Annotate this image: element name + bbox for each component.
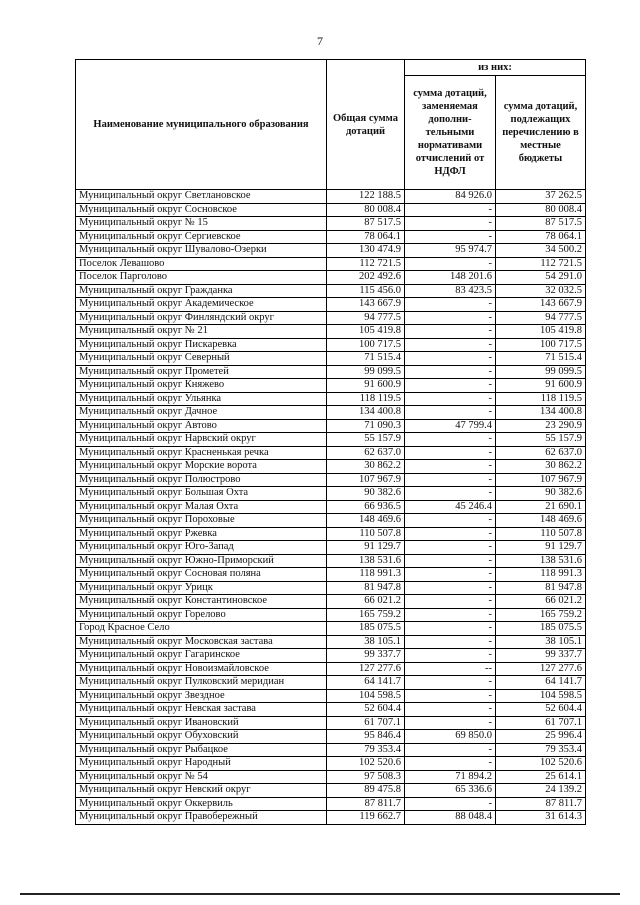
row-transfer: 112 721.5	[496, 257, 586, 271]
row-replaced: -	[405, 797, 496, 811]
row-total: 130 474.9	[327, 244, 405, 258]
row-name: Муниципальный округ Княжево	[76, 379, 327, 393]
row-name: Муниципальный округ Ивановский	[76, 716, 327, 730]
row-replaced: 83 423.5	[405, 284, 496, 298]
row-transfer: 64 141.7	[496, 676, 586, 690]
row-transfer: 23 290.9	[496, 419, 586, 433]
row-name: Муниципальный округ Московская застава	[76, 635, 327, 649]
row-transfer: 185 075.5	[496, 622, 586, 636]
row-transfer: 79 353.4	[496, 743, 586, 757]
row-total: 99 337.7	[327, 649, 405, 663]
row-total: 81 947.8	[327, 581, 405, 595]
table-row	[76, 527, 586, 541]
row-name: Муниципальный округ Урицк	[76, 581, 327, 595]
row-replaced: -	[405, 460, 496, 474]
table-row	[76, 433, 586, 447]
header-of-which: из них:	[405, 60, 586, 76]
row-total: 52 604.4	[327, 703, 405, 717]
row-total: 119 662.7	[327, 811, 405, 825]
row-transfer: 87 811.7	[496, 797, 586, 811]
row-total: 138 531.6	[327, 554, 405, 568]
row-name: Поселок Парголово	[76, 271, 327, 285]
row-replaced: -	[405, 352, 496, 366]
row-replaced: -	[405, 473, 496, 487]
row-transfer: 104 598.5	[496, 689, 586, 703]
header-name: Наименование муниципального образования	[76, 60, 327, 190]
row-replaced: -	[405, 325, 496, 339]
row-name: Муниципальный округ Оккервиль	[76, 797, 327, 811]
row-total: 66 021.2	[327, 595, 405, 609]
row-name: Муниципальный округ № 54	[76, 770, 327, 784]
row-replaced: -	[405, 527, 496, 541]
row-total: 38 105.1	[327, 635, 405, 649]
table-body	[76, 190, 586, 825]
table-row	[76, 460, 586, 474]
table-row	[76, 811, 586, 825]
row-total: 30 862.2	[327, 460, 405, 474]
row-transfer: 71 515.4	[496, 352, 586, 366]
table-row	[76, 325, 586, 339]
row-transfer: 61 707.1	[496, 716, 586, 730]
row-replaced: 84 926.0	[405, 190, 496, 204]
table-row	[76, 473, 586, 487]
row-name: Муниципальный округ Полюстрово	[76, 473, 327, 487]
row-name: Муниципальный округ Малая Охта	[76, 500, 327, 514]
row-name: Муниципальный округ № 21	[76, 325, 327, 339]
table-row	[76, 190, 586, 204]
row-replaced: 47 799.4	[405, 419, 496, 433]
row-transfer: 52 604.4	[496, 703, 586, 717]
table-row	[76, 311, 586, 325]
row-replaced: -	[405, 581, 496, 595]
row-replaced: -	[405, 689, 496, 703]
row-total: 127 277.6	[327, 662, 405, 676]
table-row	[76, 271, 586, 285]
row-name: Город Красное Село	[76, 622, 327, 636]
table-row	[76, 487, 586, 501]
table-row	[76, 379, 586, 393]
row-transfer: 100 717.5	[496, 338, 586, 352]
row-total: 78 064.1	[327, 230, 405, 244]
table-row	[76, 703, 586, 717]
row-total: 202 492.6	[327, 271, 405, 285]
row-replaced: -	[405, 217, 496, 231]
row-transfer: 81 947.8	[496, 581, 586, 595]
row-replaced: -	[405, 703, 496, 717]
row-transfer: 90 382.6	[496, 487, 586, 501]
row-transfer: 21 690.1	[496, 500, 586, 514]
table-row	[76, 419, 586, 433]
row-transfer: 134 400.8	[496, 406, 586, 420]
row-transfer: 30 862.2	[496, 460, 586, 474]
page-number: 7	[317, 34, 323, 48]
table-row	[76, 649, 586, 663]
row-name: Муниципальный округ Сосновское	[76, 203, 327, 217]
row-replaced: --	[405, 662, 496, 676]
row-replaced: -	[405, 541, 496, 555]
row-total: 165 759.2	[327, 608, 405, 622]
row-name: Муниципальный округ Сосновая поляна	[76, 568, 327, 582]
table-row	[76, 581, 586, 595]
row-name: Муниципальный округ Финляндский округ	[76, 311, 327, 325]
table-row	[76, 568, 586, 582]
table-row	[76, 770, 586, 784]
row-replaced: -	[405, 446, 496, 460]
row-total: 62 637.0	[327, 446, 405, 460]
table-row	[76, 500, 586, 514]
table-row	[76, 298, 586, 312]
row-total: 118 119.5	[327, 392, 405, 406]
row-total: 143 667.9	[327, 298, 405, 312]
row-replaced: 95 974.7	[405, 244, 496, 258]
table-row	[76, 446, 586, 460]
row-name: Муниципальный округ Гражданка	[76, 284, 327, 298]
row-name: Муниципальный округ Дачное	[76, 406, 327, 420]
table-row	[76, 257, 586, 271]
row-transfer: 38 105.1	[496, 635, 586, 649]
row-total: 80 008.4	[327, 203, 405, 217]
row-replaced: 148 201.6	[405, 271, 496, 285]
row-transfer: 80 008.4	[496, 203, 586, 217]
row-name: Муниципальный округ Невский округ	[76, 784, 327, 798]
row-name: Муниципальный округ Ржевка	[76, 527, 327, 541]
row-name: Муниципальный округ Пороховые	[76, 514, 327, 528]
row-name: Муниципальный округ Прометей	[76, 365, 327, 379]
table-row	[76, 608, 586, 622]
row-total: 100 717.5	[327, 338, 405, 352]
header-replaced: сумма дотаций, заменяемая дополни-тельными нормативами отчислений от НДФЛ	[405, 76, 496, 190]
row-name: Муниципальный округ Академическое	[76, 298, 327, 312]
row-replaced: -	[405, 676, 496, 690]
row-transfer: 55 157.9	[496, 433, 586, 447]
table-row	[76, 622, 586, 636]
row-name: Муниципальный округ № 15	[76, 217, 327, 231]
row-transfer: 118 119.5	[496, 392, 586, 406]
row-name: Муниципальный округ Шувалово-Озерки	[76, 244, 327, 258]
table-row	[76, 244, 586, 258]
row-replaced: 69 850.0	[405, 730, 496, 744]
row-total: 185 075.5	[327, 622, 405, 636]
table-row	[76, 541, 586, 555]
row-replaced: -	[405, 635, 496, 649]
row-transfer: 143 667.9	[496, 298, 586, 312]
row-transfer: 24 139.2	[496, 784, 586, 798]
row-name: Муниципальный округ Пискаревка	[76, 338, 327, 352]
row-transfer: 118 991.3	[496, 568, 586, 582]
row-replaced: -	[405, 311, 496, 325]
table-row	[76, 392, 586, 406]
row-transfer: 148 469.6	[496, 514, 586, 528]
table-row	[76, 352, 586, 366]
row-name: Муниципальный округ Пулковский меридиан	[76, 676, 327, 690]
row-name: Муниципальный округ Гагаринское	[76, 649, 327, 663]
header-total: Общая сумма дотаций	[327, 60, 405, 190]
table-row	[76, 554, 586, 568]
table-row	[76, 217, 586, 231]
row-replaced: -	[405, 365, 496, 379]
row-replaced: -	[405, 230, 496, 244]
table-row	[76, 230, 586, 244]
row-name: Поселок Левашово	[76, 257, 327, 271]
row-replaced: -	[405, 433, 496, 447]
row-transfer: 25 614.1	[496, 770, 586, 784]
row-transfer: 99 099.5	[496, 365, 586, 379]
row-transfer: 32 032.5	[496, 284, 586, 298]
subsidies-table	[75, 59, 586, 825]
row-transfer: 37 262.5	[496, 190, 586, 204]
row-name: Муниципальный округ Ульянка	[76, 392, 327, 406]
row-replaced: -	[405, 608, 496, 622]
row-name: Муниципальный округ Северный	[76, 352, 327, 366]
row-replaced: -	[405, 406, 496, 420]
row-total: 87 517.5	[327, 217, 405, 231]
row-name: Муниципальный округ Константиновское	[76, 595, 327, 609]
row-replaced: -	[405, 757, 496, 771]
table-row	[76, 676, 586, 690]
table-row	[76, 784, 586, 798]
row-total: 118 991.3	[327, 568, 405, 582]
row-transfer: 165 759.2	[496, 608, 586, 622]
row-name: Муниципальный округ Морские ворота	[76, 460, 327, 474]
row-transfer: 105 419.8	[496, 325, 586, 339]
row-name: Муниципальный округ Обуховский	[76, 730, 327, 744]
row-transfer: 54 291.0	[496, 271, 586, 285]
row-name: Муниципальный округ Горелово	[76, 608, 327, 622]
row-replaced: -	[405, 568, 496, 582]
row-name: Муниципальный округ Новоизмайловское	[76, 662, 327, 676]
row-total: 104 598.5	[327, 689, 405, 703]
row-transfer: 78 064.1	[496, 230, 586, 244]
row-total: 94 777.5	[327, 311, 405, 325]
table-row	[76, 743, 586, 757]
row-name: Муниципальный округ Нарвский округ	[76, 433, 327, 447]
row-name: Муниципальный округ Рыбацкое	[76, 743, 327, 757]
row-transfer: 110 507.8	[496, 527, 586, 541]
row-replaced: 71 894.2	[405, 770, 496, 784]
row-transfer: 107 967.9	[496, 473, 586, 487]
row-name: Муниципальный округ Юго-Запад	[76, 541, 327, 555]
table-row	[76, 365, 586, 379]
row-total: 64 141.7	[327, 676, 405, 690]
row-total: 99 099.5	[327, 365, 405, 379]
row-total: 115 456.0	[327, 284, 405, 298]
row-name: Муниципальный округ Светлановское	[76, 190, 327, 204]
table-row	[76, 338, 586, 352]
row-replaced: -	[405, 595, 496, 609]
row-total: 105 419.8	[327, 325, 405, 339]
row-replaced: -	[405, 257, 496, 271]
table-row	[76, 284, 586, 298]
row-total: 61 707.1	[327, 716, 405, 730]
row-total: 122 188.5	[327, 190, 405, 204]
table-row	[76, 716, 586, 730]
row-total: 90 382.6	[327, 487, 405, 501]
row-name: Муниципальный округ Народный	[76, 757, 327, 771]
row-transfer: 31 614.3	[496, 811, 586, 825]
row-name: Муниципальный округ Автово	[76, 419, 327, 433]
row-transfer: 127 277.6	[496, 662, 586, 676]
row-total: 55 157.9	[327, 433, 405, 447]
row-total: 71 515.4	[327, 352, 405, 366]
row-transfer: 99 337.7	[496, 649, 586, 663]
row-total: 91 600.9	[327, 379, 405, 393]
header-to-transfer: сумма дотаций, подлежащих перечислению в местные бюджеты	[496, 76, 586, 190]
row-total: 112 721.5	[327, 257, 405, 271]
row-replaced: -	[405, 392, 496, 406]
row-replaced: -	[405, 203, 496, 217]
row-replaced: 88 048.4	[405, 811, 496, 825]
row-total: 134 400.8	[327, 406, 405, 420]
row-total: 66 936.5	[327, 500, 405, 514]
row-total: 91 129.7	[327, 541, 405, 555]
row-name: Муниципальный округ Звездное	[76, 689, 327, 703]
row-replaced: -	[405, 649, 496, 663]
row-name: Муниципальный округ Большая Охта	[76, 487, 327, 501]
row-replaced: -	[405, 622, 496, 636]
row-replaced: -	[405, 716, 496, 730]
row-total: 102 520.6	[327, 757, 405, 771]
bottom-rule	[20, 893, 620, 895]
row-replaced: -	[405, 298, 496, 312]
row-replaced: -	[405, 338, 496, 352]
row-total: 89 475.8	[327, 784, 405, 798]
row-transfer: 34 500.2	[496, 244, 586, 258]
row-transfer: 138 531.6	[496, 554, 586, 568]
table-row	[76, 203, 586, 217]
row-replaced: -	[405, 379, 496, 393]
row-name: Муниципальный округ Красненькая речка	[76, 446, 327, 460]
row-transfer: 66 021.2	[496, 595, 586, 609]
row-replaced: -	[405, 743, 496, 757]
table-row	[76, 595, 586, 609]
row-name: Муниципальный округ Южно-Приморский	[76, 554, 327, 568]
row-transfer: 91 600.9	[496, 379, 586, 393]
table-row	[76, 757, 586, 771]
row-transfer: 87 517.5	[496, 217, 586, 231]
row-replaced: 45 246.4	[405, 500, 496, 514]
table-row	[76, 797, 586, 811]
table-row	[76, 689, 586, 703]
row-replaced: -	[405, 487, 496, 501]
row-total: 107 967.9	[327, 473, 405, 487]
row-total: 110 507.8	[327, 527, 405, 541]
row-name: Муниципальный округ Невская застава	[76, 703, 327, 717]
row-total: 71 090.3	[327, 419, 405, 433]
row-total: 148 469.6	[327, 514, 405, 528]
row-total: 79 353.4	[327, 743, 405, 757]
row-transfer: 102 520.6	[496, 757, 586, 771]
row-transfer: 94 777.5	[496, 311, 586, 325]
row-replaced: 65 336.6	[405, 784, 496, 798]
row-name: Муниципальный округ Правобережный	[76, 811, 327, 825]
row-total: 95 846.4	[327, 730, 405, 744]
row-total: 97 508.3	[327, 770, 405, 784]
row-replaced: -	[405, 554, 496, 568]
row-replaced: -	[405, 514, 496, 528]
table-row	[76, 635, 586, 649]
row-total: 87 811.7	[327, 797, 405, 811]
row-transfer: 91 129.7	[496, 541, 586, 555]
table-row	[76, 662, 586, 676]
table-row	[76, 514, 586, 528]
row-name: Муниципальный округ Сергиевское	[76, 230, 327, 244]
table-row	[76, 406, 586, 420]
table-row	[76, 730, 586, 744]
row-transfer: 62 637.0	[496, 446, 586, 460]
row-transfer: 25 996.4	[496, 730, 586, 744]
